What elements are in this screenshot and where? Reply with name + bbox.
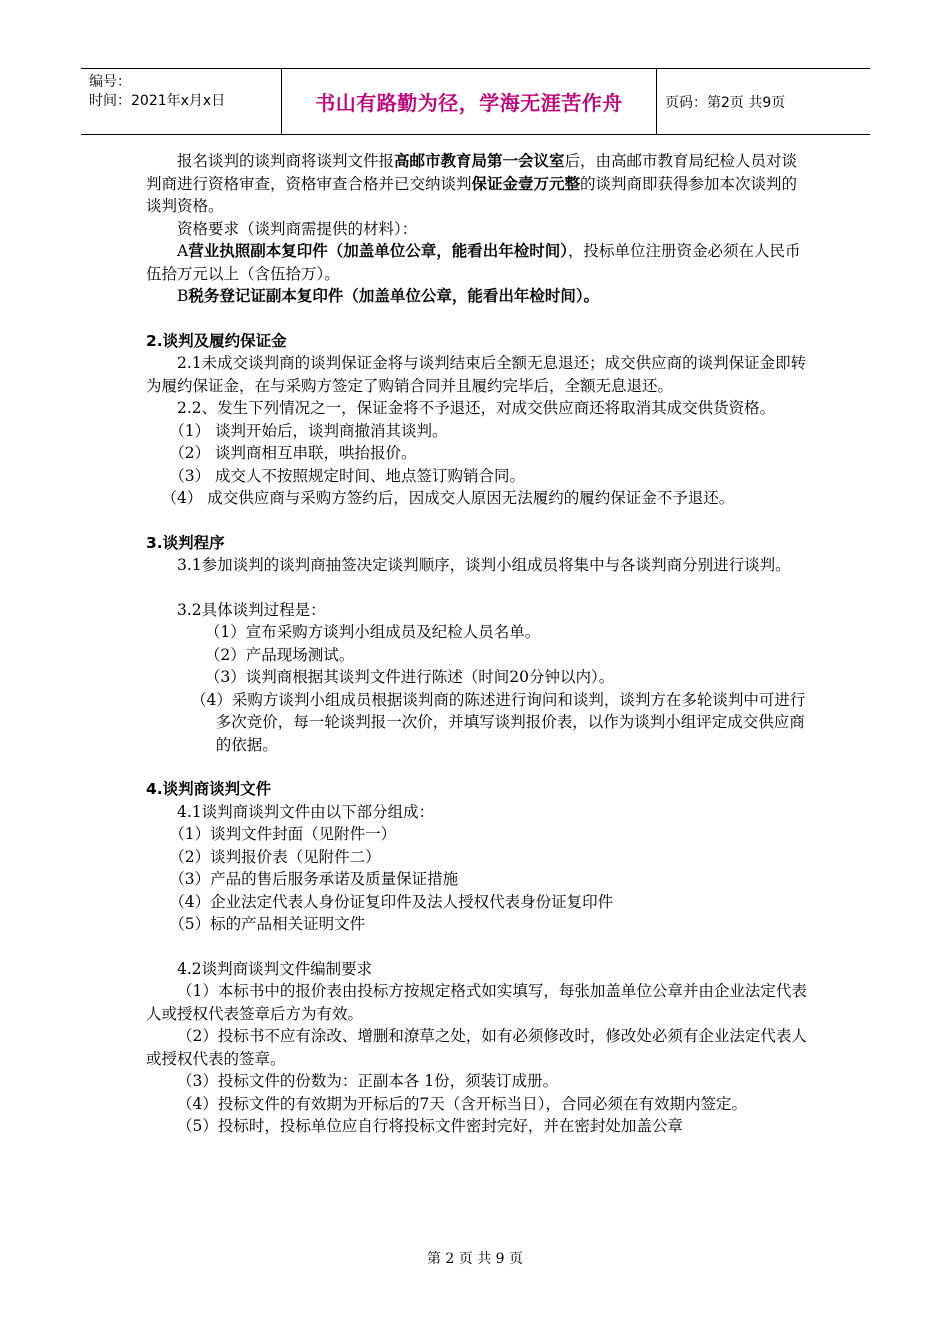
list-item: （4）投标文件的有效期为开标后的7天（含开标当日），合同必须在有效期内签定。	[177, 1094, 747, 1113]
text-run: ，投标单位注册资金必须在人民币伍拾万元以上（含伍拾万）。	[146, 242, 801, 283]
requirements-title: 资格要求（谈判商需提供的材料）：	[177, 219, 418, 238]
list-item: （4）企业法定代表人身份证复印件及法人授权代表身份证复印件	[169, 892, 614, 911]
list-item: （2）谈判报价表（见附件二）	[169, 847, 381, 866]
list-item: （3）谈判商根据其谈判文件进行陈述（时间20分钟以内）。	[204, 668, 615, 686]
section-3-paragraph: 3.2具体谈判过程是：	[177, 600, 326, 619]
section-2-title: 2.谈判及履约保证金	[146, 331, 287, 350]
list-item: （2）产品现场测试。	[204, 645, 355, 664]
list-item: （4） 成交供应商与采购方签约后，因成交人原因无法履约的履约保证金不予退还。	[161, 489, 735, 507]
section-4-paragraph: 4.2谈判商谈判文件编制要求	[177, 959, 373, 978]
list-item: （1）谈判文件封面（见附件一）	[169, 825, 397, 843]
section-4-paragraph: 4.1谈判商谈判文件由以下部分组成：	[177, 802, 435, 821]
list-item: （5）标的产品相关证明文件	[169, 915, 366, 933]
text-run: 的谈判商即获得参加本次谈判的谈判资格。	[146, 174, 798, 215]
text-run: A	[177, 242, 189, 260]
list-item: （3）产品的售后服务承诺及质量保证措施	[169, 870, 459, 888]
section-2-paragraph: 2.2、发生下列情况之一，保证金将不予退还，对成交供应商还将取消其成交供货资格。	[177, 399, 776, 417]
list-item: （5）投标时，投标单位应自行将投标文件密封完好，并在密封处加盖公章	[177, 1117, 683, 1135]
list-item: （3） 成交人不按照规定时间、地点签订购销合同。	[169, 466, 526, 485]
header-meta	[81, 69, 282, 134]
spacer	[146, 936, 810, 958]
text-run-bold: 营业执照副本复印件（加盖单位公章，能看出年检时间）	[188, 241, 568, 260]
text-run: 报名谈判的谈判商将谈判文件报	[177, 152, 395, 170]
number-label: 编号：	[89, 74, 131, 90]
requirement-a	[146, 240, 810, 285]
list-item: （1）本标书中的报价表由投标方按规定格式如实填写，每张加盖单位公章并由企业法定代表人或授权代表签章后方为有效。	[146, 982, 807, 1023]
section-2-paragraph: 2.1未成交谈判商的谈判保证金将与谈判结束后全额无息退还；成交供应商的谈判保证金即转为履约保证金，在与采购方签定了购销合同并且履约完毕后，全额无息退还。	[146, 354, 807, 395]
document-body	[146, 150, 810, 1138]
page-header	[81, 68, 870, 135]
list-item: （3）投标文件的份数为：正副本各 1份，须装订成册。	[177, 1072, 559, 1090]
time-label: 时间：2021年x月x日	[89, 93, 226, 109]
list-item: （4）采购方谈判小组成员根据谈判商的陈述进行询问和谈判，谈判方在多轮谈判中可进行多次竞价，每一轮谈判报一次价，并填写谈判报价表，以作为谈判小组评定成交供应商的依据。	[190, 690, 806, 754]
text-run-bold: 税务登记证副本复印件（加盖单位公章，能看出年检时间）。	[188, 286, 600, 305]
list-item: （1）宣布采购方谈判小组成员及纪检人员名单。	[204, 623, 541, 641]
text-run-bold: 高邮市教育局第一会议室	[394, 151, 565, 170]
page-footer: 第 2 页 共 9 页	[426, 1251, 524, 1267]
text-run: 后，由高邮市教育局纪检人员对谈判商进行资格审查，资格审查合格并已交纳谈判	[146, 152, 798, 193]
list-item: （2） 谈判商相互串联，哄抬报价。	[169, 444, 417, 462]
intro-paragraph	[146, 150, 810, 218]
spacer	[146, 577, 810, 599]
header-page-info: 页码：第2页 共9页	[665, 94, 786, 111]
list-item: （1） 谈判开始后，谈判商撤消其谈判。	[169, 421, 448, 440]
text-run-bold: 保证金壹万元整	[471, 173, 581, 193]
section-3-title: 3.谈判程序	[146, 533, 225, 552]
list-item: （2）投标书不应有涂改、增删和潦草之处，如有必须修改时，修改处必须有企业法定代表人或授权代表的签章。	[146, 1027, 807, 1068]
section-4-title: 4.谈判商谈判文件	[146, 780, 272, 798]
requirement-b	[146, 285, 810, 308]
header-motto: 书山有路勤为径，学海无涯苦作舟	[282, 69, 657, 134]
text-run: B	[177, 287, 189, 305]
section-3-paragraph: 3.1参加谈判的谈判商抽签决定谈判顺序，谈判小组成员将集中与各谈判商分别进行谈判。	[177, 556, 791, 574]
